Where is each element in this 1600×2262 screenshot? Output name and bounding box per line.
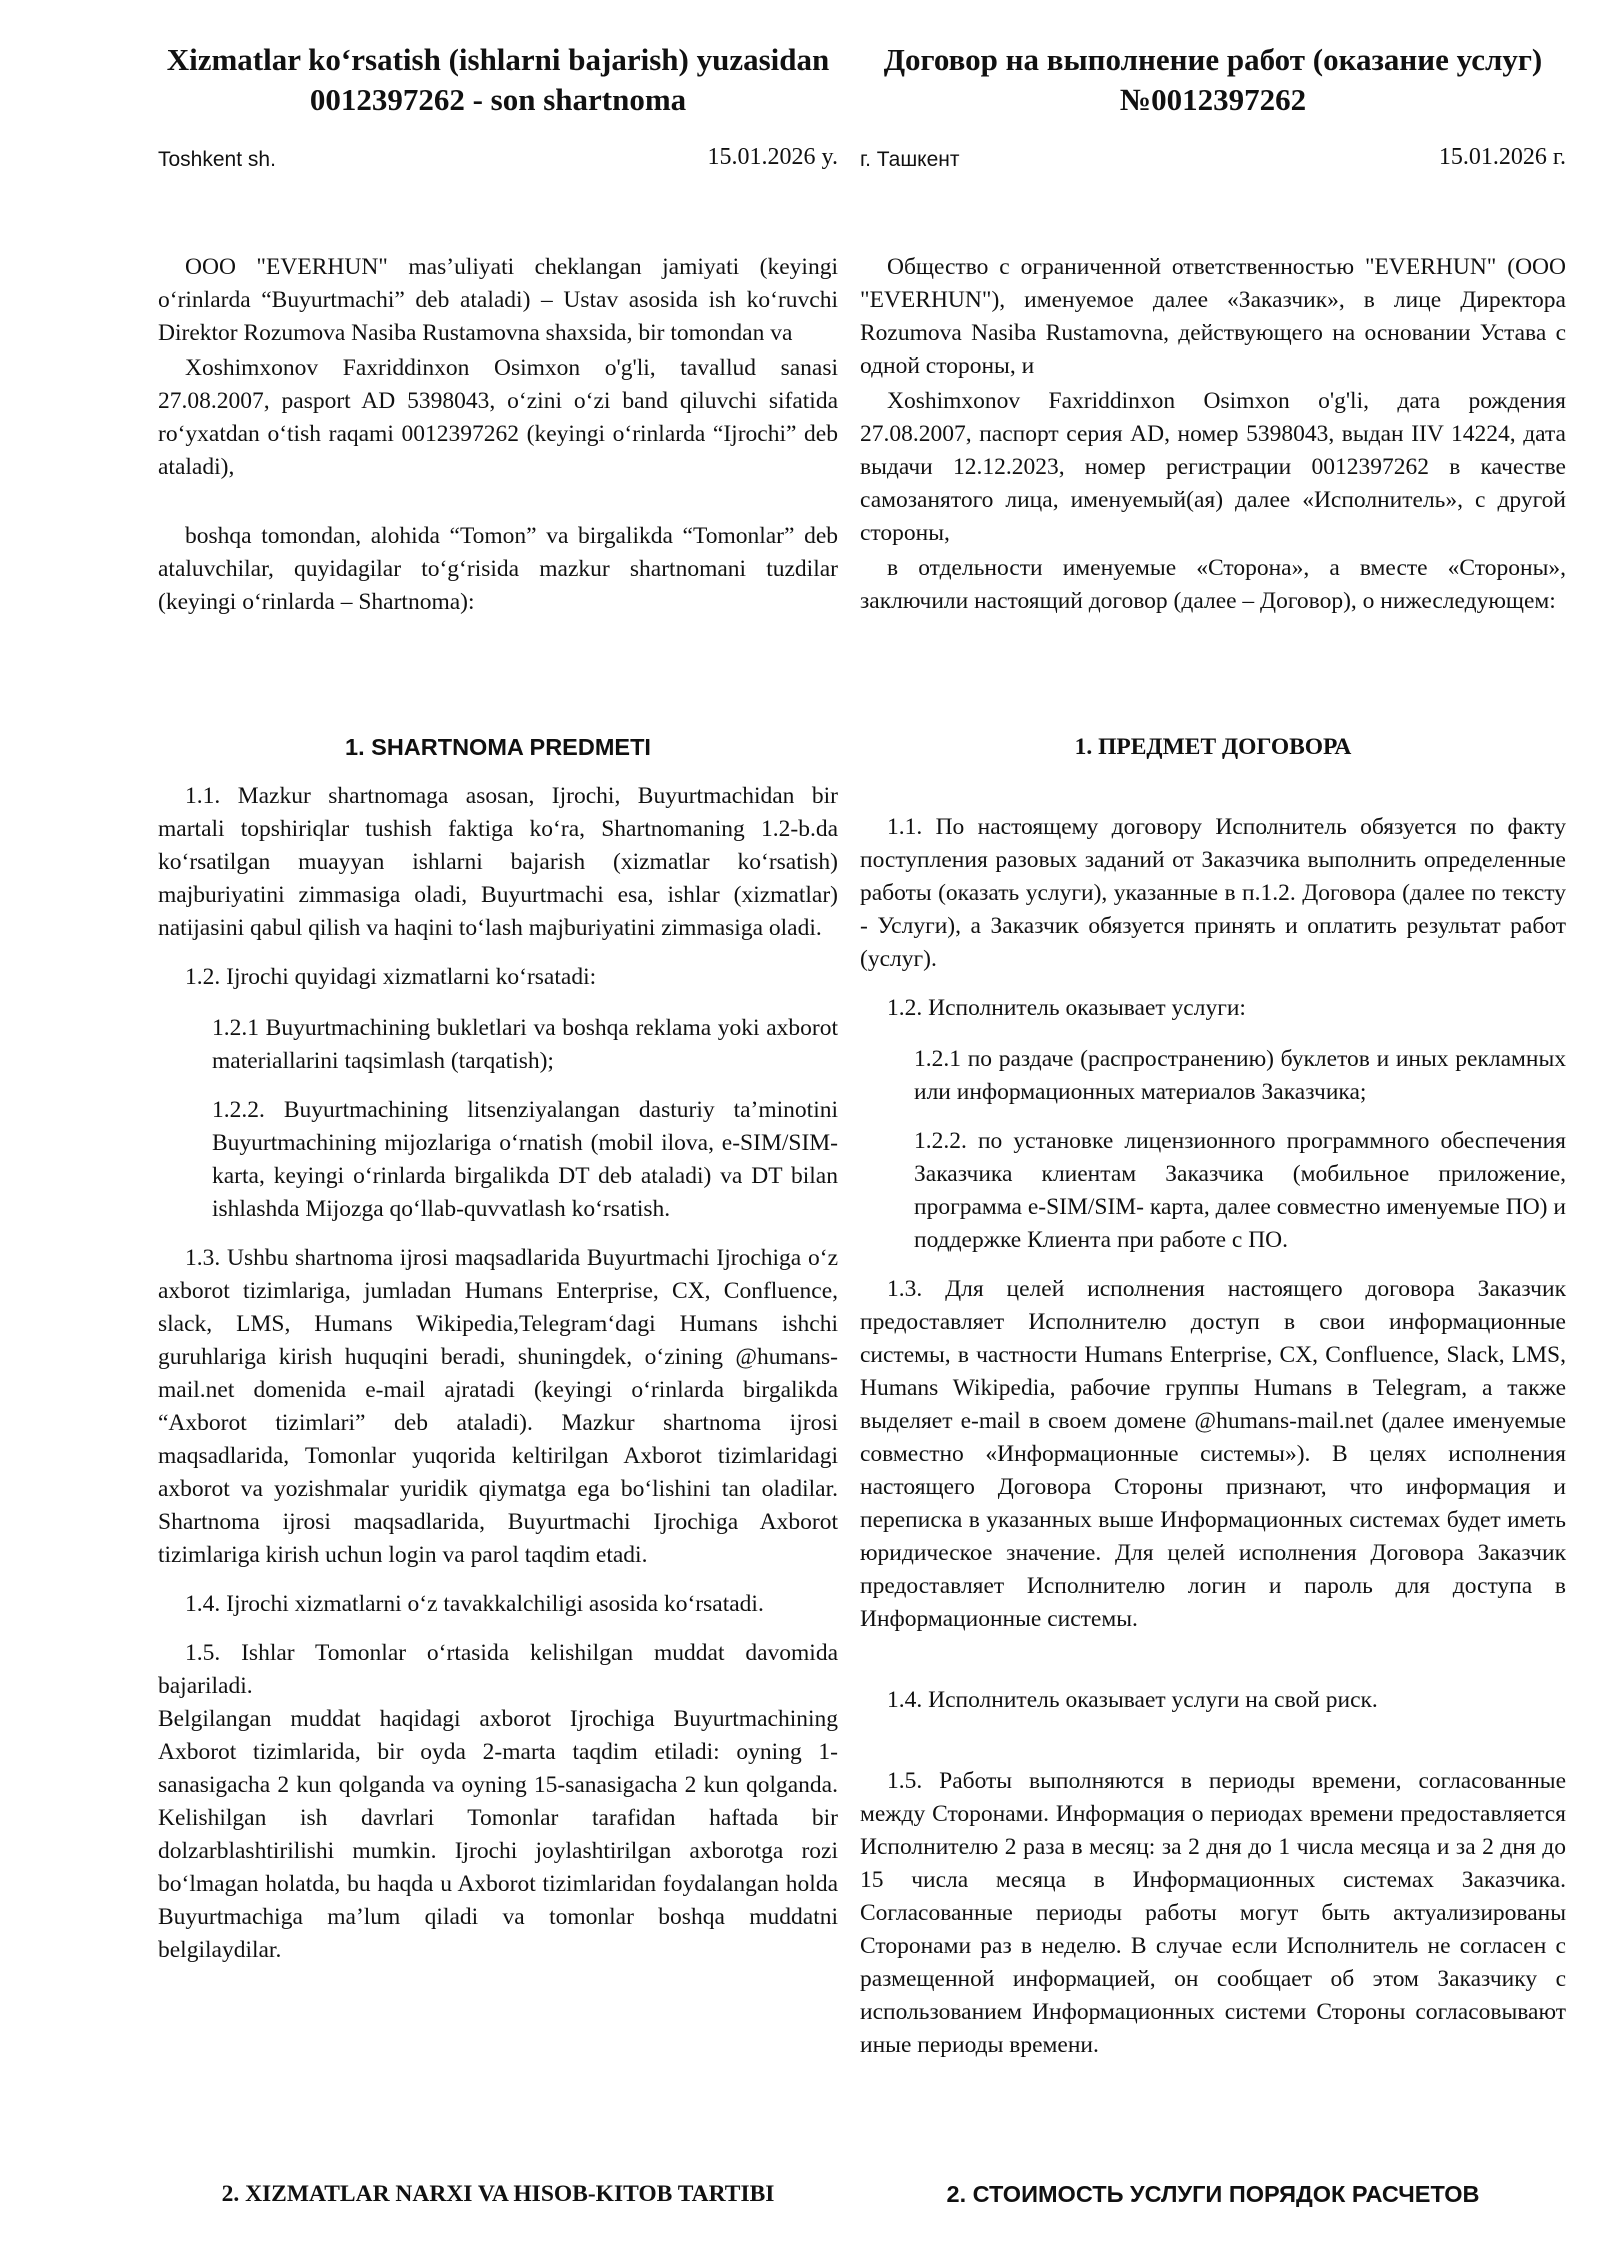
clause-1-1-ru: 1.1. По настоящему договору Исполнитель обязуется по факту поступления разовых заданий от Заказчика выполнить определенные работы (оказать услуги), указанные в п.1.2. Договора (далее по тексту - Услуги), а Заказчик обязуется принять и оплатить результат работ (услуг). [860, 814, 1566, 972]
city-uz: Toshkent sh. [158, 148, 276, 171]
section-1-body-uz [158, 780, 838, 1967]
date-uz: 15.01.2026 y. [707, 144, 838, 170]
city-ru: г. Ташкент [860, 148, 960, 171]
clause-1-5-ru: 1.5. Работы выполняются в периоды времени, согласованные между Сторонами. Информация о периодах времени предоставляется Исполнителю 2 раза в месяц: за 2 дня до 1 числа месяца и за 2 дня до 15 числа месяца в Информационных системах Заказчика. Согласованные периоды работы могут быть актуализированы Сторонами раз в неделю. В случае если Исполнитель не согласен с размещенной информацией, он сообщает об этом Заказчику с использованием Информационных системи Стороны согласовывают иные периоды времени. [860, 1768, 1566, 2058]
place-date-line-uz [158, 140, 838, 180]
contract-title-uz: Xizmatlar ko‘rsatish (ishlarni bajarish) yuzasidan 0012397262 - son shartnoma [166, 42, 830, 117]
clause-1-2-1-ru: 1.2.1 по раздаче (распространению) буклетов и иных рекламных или информационных материалов Заказчика; [914, 1046, 1566, 1105]
clause-1-2-1-uz: 1.2.1 Buyurtmachining bukletlari va boshqa reklama yoki axborot materiallarini taqsimlash (tarqatish); [212, 1015, 838, 1074]
intro-ru [860, 251, 1566, 618]
clause-1-2-uz: 1.2. Ijrochi quyidagi xizmatlarni ko‘rsatadi: [185, 964, 597, 990]
clause-1-4-uz: 1.4. Ijrochi xizmatlarni o‘z tavakkalchiligi asosida ko‘rsatadi. [185, 1591, 764, 1617]
intro-parties-uz: boshqa tomondan, alohida “Tomon” va birgalikda “Tomonlar” deb ataluvchilar, quyidagilar to‘g‘risida mazkur shartnomani tuzdilar (keyingi o‘rinlarda – Shartnoma): [158, 523, 838, 615]
intro-party-1-uz: OOO "EVERHUN" mas’uliyati cheklangan jamiyati (keyingi o‘rinlarda “Buyurtmachi” deb ataladi) – Ustav asosida ish ko‘ruvchi Direktor Rozumova Nasiba Rustamovna shaxsida, bir tomondan va [158, 254, 838, 346]
section-2-heading-ru: 2. СТОИМОСТЬ УСЛУГИ ПОРЯДОК РАСЧЕТОВ [946, 2181, 1480, 2207]
intro-party-2-ru: Xoshimxonov Faxriddinxon Osimxon o'g'li, дата рождения 27.08.2007, паспорт серия AD, номер 5398043, выдан IIV 14224, дата выдачи 12.12.2023, номер регистрации 0012397262 в качестве самозанятого лица, именуемый(ая) далее «Исполнитель», с другой стороны, [860, 388, 1566, 546]
place-date-line-ru [860, 140, 1566, 180]
date-ru: 15.01.2026 г. [1438, 144, 1566, 170]
intro-party-1-ru: Общество с ограниченной ответственностью "EVERHUN" (ООО "EVERHUN"), именуемое далее «Заказчик», в лице Директора Rozumova Nasiba Rustamovna, действующего на основании Устава с одной стороны, и [860, 254, 1566, 379]
section-1-heading-uz: 1. SHARTNOMA PREDMETI [345, 734, 651, 760]
section-2-heading-uz: 2. XIZMATLAR NARXI VA HISOB-KITOB TARTIBI [221, 2181, 775, 2207]
clause-1-3-uz: 1.3. Ushbu shartnoma ijrosi maqsadlarida Buyurtmachi Ijrochiga o‘z axborot tizimlariga, jumladan Humans Enterprise, CX, Confluence, slack, LMS, Humans Wikipedia,Telegram‘dagi Humans ishchi guruhlariga kirish huquqini beradi, shuningdek, o‘zining @humans-mail.net domenida e-mail ajratadi (keyingi o‘rinlarda birgalikda “Axborot tizimlari” deb ataladi). Mazkur shartnoma ijrosi maqsadlarida, Tomonlar yuqorida keltirilgan Axborot tizimlaridagi axborot va yozishmalar yuridik qiymatga ega bo‘lishini tan oladilar. Shartnoma ijrosi maqsadlarida, Buyurtmachi Ijrochiga Axborot tizimlariga kirish uchun login va parol taqdim etadi. [158, 1245, 838, 1568]
clause-1-5-uz: 1.5. Ishlar Tomonlar o‘rtasida kelishilgan muddat davomida bajariladi. [158, 1640, 838, 1699]
contract-title-ru: Договор на выполнение работ (оказание услуг) №0012397262 [883, 42, 1543, 117]
intro-party-2-uz: Xoshimxonov Faxriddinxon Osimxon o'g'li, tavallud sanasi 27.08.2007, pasport AD 5398043, o‘zini o‘zi band qiluvchi sifatida ro‘yxatdan o‘tish raqami 0012397262 (keyingi o‘rinlarda “Ijrochi” deb ataladi), [158, 355, 838, 480]
section-1-heading-ru: 1. ПРЕДМЕТ ДОГОВОРА [1074, 734, 1352, 760]
clause-1-4-ru: 1.4. Исполнитель оказывает услуги на свой риск. [887, 1687, 1378, 1713]
intro-uz [158, 251, 838, 619]
clause-1-2-2-uz: 1.2.2. Buyurtmachining litsenziyalangan dasturiy ta’minotini Buyurtmachining mijozlariga o‘rnatish (mobil ilova, e-SIM/SIM-karta, keyingi o‘rinlarda birgalikda DT deb ataladi) va DT bilan ishlashda Mijozga qo‘llab-quvvatlash ko‘rsatish. [212, 1097, 838, 1222]
clause-1-1-uz: 1.1. Mazkur shartnomaga asosan, Ijrochi, Buyurtmachidan bir martali topshiriqlar tushish faktiga ko‘ra, Shartnomaning 1.2-b.da ko‘rsatilgan muayyan ishlarni bajarish (xizmatlar ko‘rsatish) majburiyatini zimmasiga oladi, Buyurtmachi esa, ishlar (xizmatlar) natijasini qabul qilish va haqini to‘lash majburiyatini zimmasiga oladi. [158, 783, 838, 941]
clause-1-3-ru: 1.3. Для целей исполнения настоящего договора Заказчик предоставляет Исполнителю доступ в свои информационные системы, в частности Humans Enterprise, CX, Confluence, Slack, LMS, Humans Wikipedia, рабочие группы Humans в Telegram, а также выделяет e-mail в своем домене @humans-mail.net (далее именуемые совместно «Информационные системы»). В целях исполнения настоящего Договора Стороны признают, что информация и переписка в указанных выше Информационных системах будет иметь юридическое значение. Для целей исполнения Договора Заказчик предоставляет Исполнителю логин и пароль для доступа в Информационные системы. [860, 1276, 1566, 1632]
clause-1-2-2-ru: 1.2.2. по установке лицензионного программного обеспечения Заказчика клиентам Заказчика (мобильное приложение, программа e-SIM/SIM- карта, далее совместно именуемые ПО) и поддержке Клиента при работе с ПО. [914, 1128, 1566, 1253]
clause-1-5-details-uz: Belgilangan muddat haqidagi axborot Ijrochiga Buyurtmachining Axborot tizimlarida, bir oyda 2-marta taqdim etiladi: oyning 1- sanasigacha 2 kun qolganda va oyning 15-sanasigacha 2 kun qolganda. Kelishilgan ish davrlari Tomonlar tarafidan haftada bir dolzarblashtirilishi mumkin. Ijrochi joylashtirilgan axborotga rozi bo‘lmagan holatda, bu haqda u Axborot tizimlaridan foydalangan holda Buyurtmachiga ma’lum qiladi va tomonlar boshqa muddatni belgilaydilar. [158, 1706, 838, 1963]
section-1-body-ru [860, 811, 1566, 2062]
intro-parties-ru: в отдельности именуемые «Сторона», а вместе «Стороны», заключили настоящий договор (далее – Договор), о нижеследующем: [860, 555, 1566, 614]
clause-1-2-ru: 1.2. Исполнитель оказывает услуги: [887, 995, 1246, 1021]
